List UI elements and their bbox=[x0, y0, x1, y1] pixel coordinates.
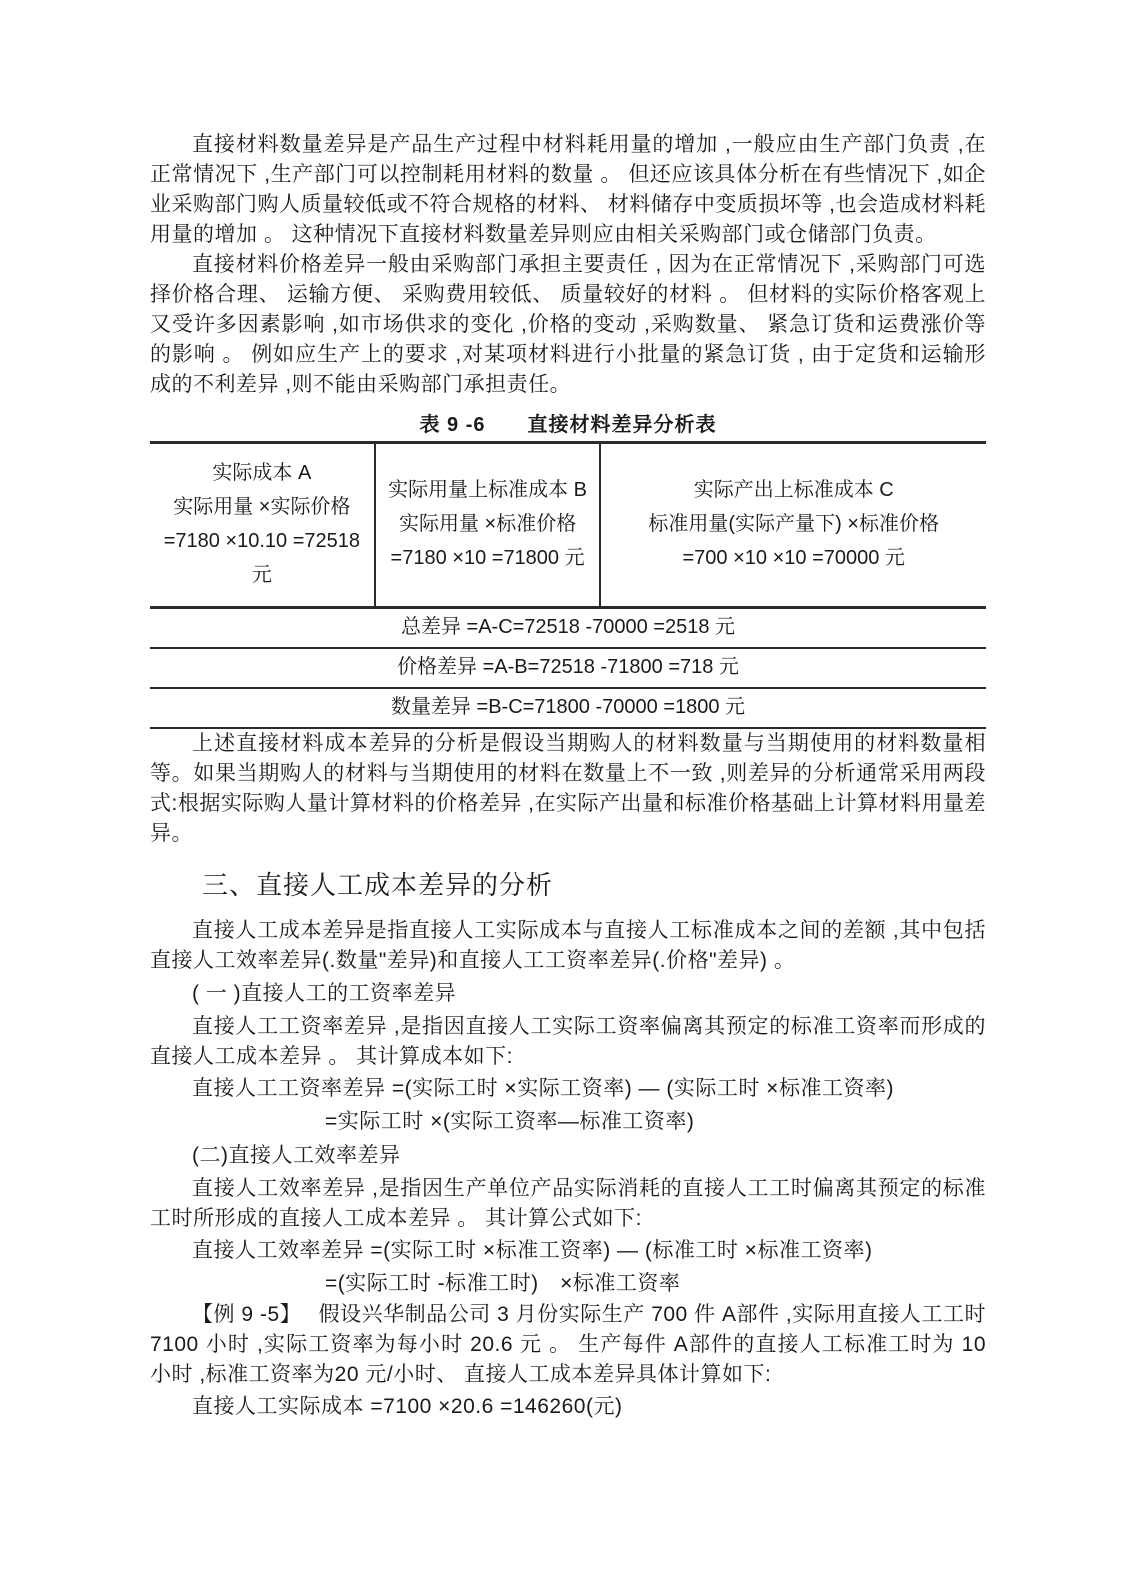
row-total-variance: 总差异 =A-C=72518 -70000 =2518 元 bbox=[150, 609, 986, 649]
cell-line: =7180 ×10 =71800 元 bbox=[390, 547, 585, 569]
cell-line: 实际产出上标准成本 C bbox=[693, 479, 894, 501]
page-content bbox=[150, 130, 986, 1423]
cell-line: =7180 ×10.10 =72518 元 bbox=[163, 530, 361, 586]
paragraph-two-stage-analysis: 上述直接材料成本差异的分析是假设当期购人的材料数量与当期使用的材料数量相等。如果当期购人的材料与当期使用的材料在数量上不一致 ,则差异的分析通常采用两段式:根据实际购人量计算材料的价格差异 ,在实际产出量和标准价格基础上计算材料用量差异。 bbox=[150, 732, 986, 845]
section-heading-direct-labor: 三、直接人工成本差异的分析 bbox=[202, 870, 554, 900]
row-quantity-variance: 数量差异 =B-C=71800 -70000 =1800 元 bbox=[390, 696, 746, 718]
table-caption: 表 9 -6 直接材料差异分析表 bbox=[419, 414, 717, 436]
table-header-row bbox=[150, 444, 986, 609]
cell-line: 实际成本 A bbox=[212, 462, 312, 484]
formula-wage-rate-line1: 直接人工工资率差异 =(实际工时 ×实际工资率) — (实际工时 ×标准工资率) bbox=[192, 1077, 894, 1100]
col-standard-cost-actual-usage-b bbox=[376, 444, 602, 606]
paragraph-direct-labor-intro: 直接人工成本差异是指直接人工实际成本与直接人工标准成本之间的差额 ,其中包括直接人工效率差异(.数量"差异)和直接人工工资率差异(.价格"差异) 。 bbox=[150, 919, 986, 972]
row-price-variance: 价格差异 =A-B=72518 -71800 =718 元 bbox=[150, 649, 986, 689]
paragraph-example-9-5: 【例 9 -5】 假设兴华制品公司 3 月份实际生产 700 件 A部件 ,实际用直接人工工时 7100 小时 ,实际工资率为每小时 20.6 元 。 生产每件 A部件的直接人工标准工时为 10 小时 ,标准工资率为20 元/小时、 直接人工成本差异具体计算如下: bbox=[150, 1303, 986, 1386]
paragraph-material-price-variance: 直接材料价格差异一般由采购部门承担主要责任 , 因为在正常情况下 ,采购部门可选择价格合理、 运输方便、 采购费用较低、 质量较好的材料 。 但材料的实际价格客观上又受许多因素影响 ,如市场供求的变化 ,价格的变动 ,采购数量、 紧急订货和运费涨价等的影响 。 例如应生产上的要求 ,对某项材料进行小批量的紧急订货 , 由于定货和运输形成的不利差异 ,则不能由采购部门承担责任。 bbox=[150, 253, 986, 396]
formula-efficiency-line2: =(实际工时 -标准工时) ×标准工资率 bbox=[325, 1272, 681, 1295]
paragraph-wage-rate-definition: 直接人工工资率差异 ,是指因直接人工实际工资率偏离其预定的标准工资率而形成的直接人工成本差异 。 其计算成本如下: bbox=[150, 1015, 986, 1068]
variance-analysis-table bbox=[150, 441, 986, 729]
formula-efficiency-line1: 直接人工效率差异 =(实际工时 ×标准工资率) — (标准工时 ×标准工资率) bbox=[192, 1239, 873, 1262]
paragraph-efficiency-definition: 直接人工效率差异 ,是指因生产单位产品实际消耗的直接人工工时偏离其预定的标准工时所形成的直接人工成本差异 。 其计算公式如下: bbox=[150, 1177, 986, 1230]
cell-line: 实际用量上标准成本 B bbox=[388, 479, 588, 501]
paragraph-material-quantity-variance: 直接材料数量差异是产品生产过程中材料耗用量的增加 ,一般应由生产部门负责 ,在正常情况下 ,生产部门可以控制耗用材料的数量 。 但还应该具体分析在有些情况下 ,如企业采购部门购人质量较低或不符合规格的材料、 材料储存中变质损坏等 ,也会造成材料耗用量的增加 。 这种情况下直接材料数量差异则应由相关采购部门或仓储部门负责。 bbox=[150, 133, 986, 246]
formula-wage-rate-line2: =实际工时 ×(实际工资率—标准工资率) bbox=[325, 1110, 695, 1133]
cell-line: 实际用量 ×标准价格 bbox=[398, 513, 577, 535]
col-actual-cost-a bbox=[150, 444, 376, 606]
subheading-efficiency-variance: (二)直接人工效率差异 bbox=[192, 1144, 401, 1167]
cell-line: 标准用量(实际产量下) ×标准价格 bbox=[648, 513, 939, 535]
col-standard-cost-actual-output-c bbox=[601, 444, 986, 606]
subheading-wage-rate-variance: ( 一 )直接人工的工资率差异 bbox=[192, 982, 457, 1005]
cell-line: =700 ×10 ×10 =70000 元 bbox=[682, 547, 905, 569]
formula-actual-labor-cost: 直接人工实际成本 =7100 ×20.6 =146260(元) bbox=[192, 1395, 623, 1418]
cell-line: 实际用量 ×实际价格 bbox=[173, 496, 351, 518]
